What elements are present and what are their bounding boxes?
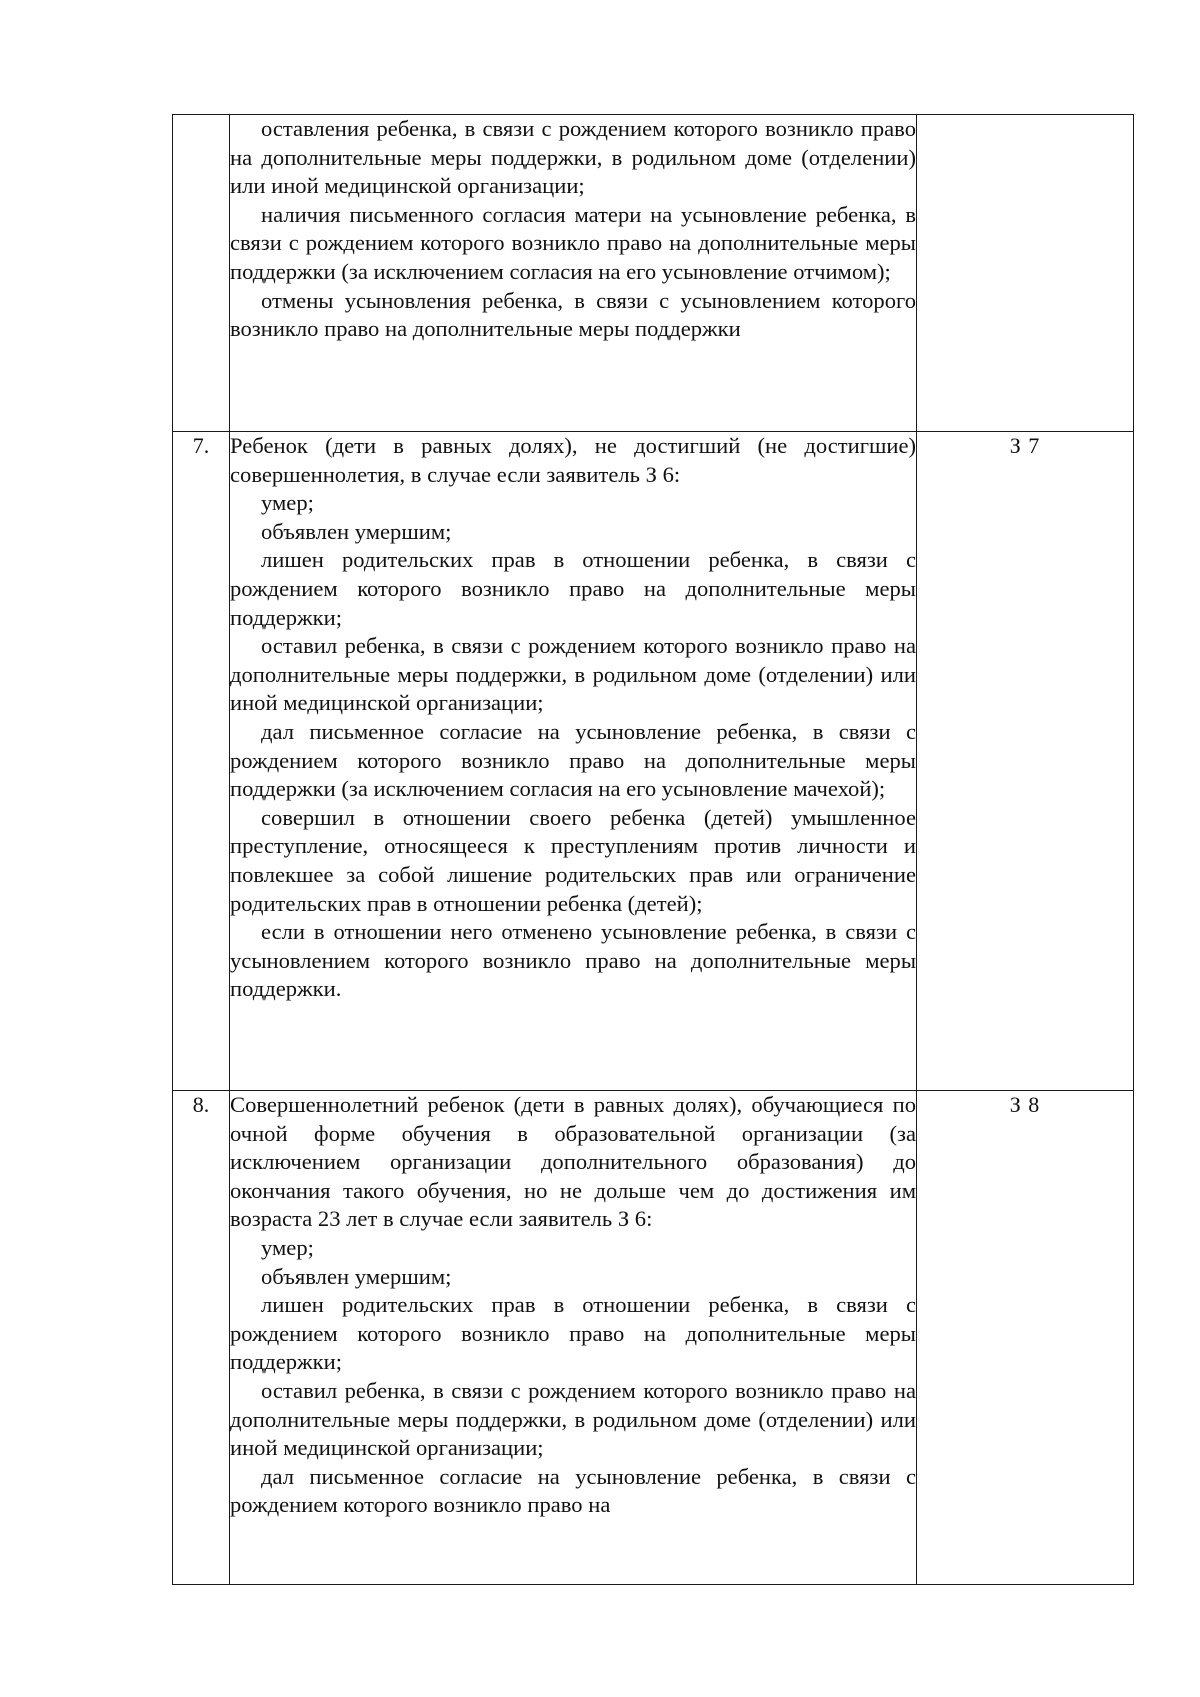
paragraph: Ребенок (дети в равных долях), не достигший (не достигшие) совершеннолетия, в случае если заявитель З 6: [230,433,916,487]
paragraph: дал письменное согласие на усыновление ребенка, в связи с рождением которого возникло право на [230,1463,916,1518]
paragraph: наличия письменного согласия матери на усыновление ребенка, в связи с рождением которого возникло право на дополнительные меры поддержки (за исключением согласия на его усыновление отчимом); [230,201,916,284]
row-description-cell [230,1091,917,1585]
row-code-cell [917,115,1134,432]
row-number-cell: 7. [173,432,230,1091]
table-row [173,1091,1134,1585]
paragraph: объявлен умершим; [261,518,452,544]
paragraph: лишен родительских прав в отношении ребенка, в связи с рождением которого возникло право на дополнительные меры поддержки; [230,1292,916,1375]
paragraph: оставления ребенка, в связи с рождением которого возникло право на дополнительные меры поддержки, в родильном доме (отделении) или иной медицинской организации; [230,116,916,199]
row-number-cell: 8. [173,1091,230,1585]
paragraph: если в отношении него отменено усыновление ребенка, в связи с усыновлением которого возникло право на дополнительные меры поддержки. [230,919,916,1002]
paragraph: оставил ребенка, в связи с рождением которого возникло право на дополнительные меры поддержки, в родильном доме (отделении) или иной медицинской организации; [230,1377,916,1461]
paragraph: оставил ребенка, в связи с рождением которого возникло право на дополнительные меры поддержки, в родильном доме (отделении) или иной медицинской организации; [230,633,916,716]
paragraph: объявлен умершим; [261,1263,452,1289]
row-number-cell [173,115,230,432]
paragraph: дал письменное согласие на усыновление ребенка, в связи с рождением которого возникло право на дополнительные меры поддержки (за исключением согласия на его усыновление мачехой); [230,718,916,802]
paragraph: умер; [261,1234,314,1260]
criteria-table [172,114,1134,1585]
row-code-cell: З 7 [917,432,1134,1091]
paragraph: отмены усыновления ребенка, в связи с усыновлением которого возникло право на дополнительные меры поддержки [230,287,916,342]
table-row [173,432,1134,1091]
row-description-cell [230,115,917,432]
table-row [173,115,1134,432]
row-description-cell [230,432,917,1091]
paragraph: умер; [261,490,314,516]
paragraph: лишен родительских прав в отношении ребенка, в связи с рождением которого возникло право на дополнительные меры поддержки; [230,547,916,630]
row-code-cell: З 8 [917,1091,1134,1585]
paragraph: Совершеннолетний ребенок (дети в равных долях), обучающиеся по очной форме обучения в образовательной организации (за исключением организации дополнительного образования) до окончания такого обучения, но не дольше чем до достижения им возраста 23 лет в случае если заявитель З 6: [230,1092,916,1232]
paragraph: совершил в отношении своего ребенка (детей) умышленное преступление, относящееся к преступлениям против личности и повлекшее за собой лишение родительских прав или ограничение родительских прав в отношении ребенка (детей); [230,804,916,916]
